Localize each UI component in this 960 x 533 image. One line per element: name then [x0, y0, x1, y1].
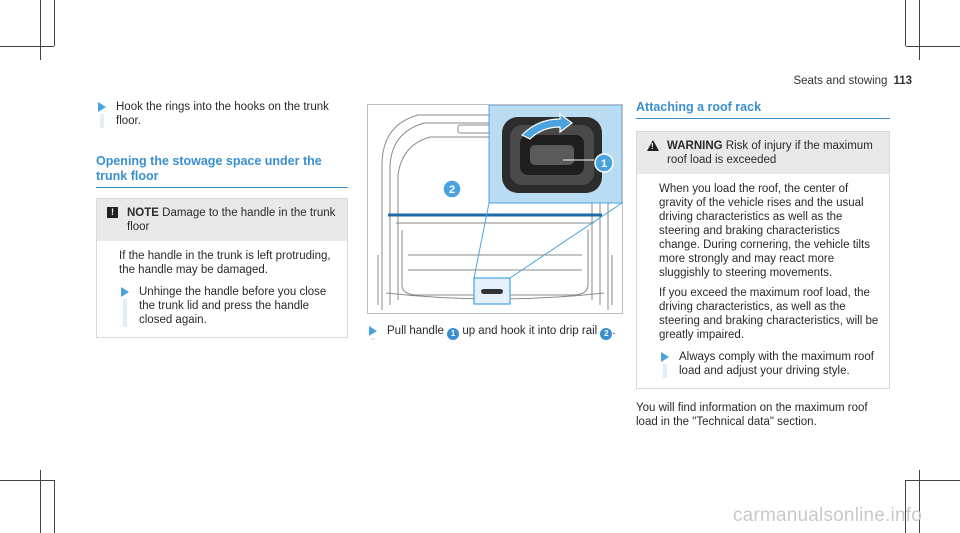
instruction-step — [659, 350, 879, 378]
crop-mark — [54, 480, 55, 533]
step-text-a: Pull handle — [387, 325, 444, 337]
section-title: Seats and stowing — [793, 75, 888, 87]
note-header — [97, 199, 347, 241]
step-arrow-icon — [369, 326, 377, 336]
figure-callout-2: 2 — [448, 184, 456, 196]
trunk-drawing — [368, 105, 622, 313]
right-column — [636, 100, 890, 429]
left-column — [96, 100, 348, 338]
crop-mark — [906, 480, 960, 481]
crop-mark — [906, 46, 960, 47]
instruction-step — [119, 285, 337, 327]
section-heading: Attaching a roof rack — [636, 100, 890, 119]
section-heading: Opening the stowage space under the trunk floor — [96, 154, 348, 188]
exclamation-square-icon: ! — [107, 207, 118, 218]
crop-mark — [40, 0, 41, 60]
note-label: NOTE — [127, 207, 159, 219]
crop-mark — [0, 46, 54, 47]
crop-mark — [0, 480, 54, 481]
page-number: 113 — [893, 75, 912, 87]
warning-title: Risk of injury if the maximum roof load is exceeded — [667, 140, 873, 166]
crop-mark — [919, 0, 920, 60]
step-text-b: up and hook it into drip rail — [462, 325, 598, 337]
figure-callout-1: 1 — [600, 158, 608, 170]
warning-box — [636, 131, 890, 389]
step-arrow-icon — [98, 102, 106, 112]
instruction-step — [367, 324, 621, 340]
step-text-c: . — [612, 325, 616, 337]
warning-label: WARNING — [667, 140, 723, 152]
warning-body — [637, 174, 889, 388]
info-paragraph: You will find information on the maximum roof load in the "Technical data" section. — [636, 402, 868, 428]
step-bar — [123, 299, 127, 327]
step-bar — [663, 364, 667, 378]
step-text: Unhinge the handle before you close the trunk lid and press the handle closed again. — [139, 286, 327, 326]
callout-badge-2: 2 — [600, 328, 612, 340]
note-title: Damage to the handle in the trunk floor — [127, 207, 336, 233]
callout-badge-1: 1 — [447, 328, 459, 340]
crop-mark — [905, 0, 906, 46]
middle-column — [367, 324, 621, 350]
step-arrow-icon — [121, 287, 129, 297]
note-box — [96, 198, 348, 338]
step-bar — [371, 338, 375, 340]
note-body — [97, 241, 347, 337]
warning-paragraph-1: When you load the roof, the center of gravity of the vehicle rises and the usual driving characteristics as well as the steering and braking characteristics change. During cornering, the vehicle tilts more strongly and may react more sluggishly to steering movements. — [659, 183, 870, 279]
running-header — [793, 74, 912, 88]
watermark: carmanualsonline.info — [732, 505, 922, 526]
warning-header — [637, 132, 889, 174]
crop-mark — [40, 470, 41, 533]
step-bar — [100, 114, 104, 128]
warning-paragraph-2: If you exceed the maximum roof load, the driving characteristics, as well as the steering and braking characteristics, will be greatly impaired. — [659, 287, 879, 341]
warning-triangle-icon: ! — [647, 140, 659, 151]
note-text: If the handle in the trunk is left protruding, the handle may be damaged. — [119, 250, 331, 276]
instruction-step — [96, 100, 348, 128]
step-text: Hook the rings into the hooks on the trunk floor. — [116, 101, 329, 127]
step-arrow-icon — [661, 352, 669, 362]
trunk-illustration — [367, 104, 623, 314]
crop-mark — [54, 0, 55, 46]
step-text: Always comply with the maximum roof load and adjust your driving style. — [679, 351, 874, 377]
